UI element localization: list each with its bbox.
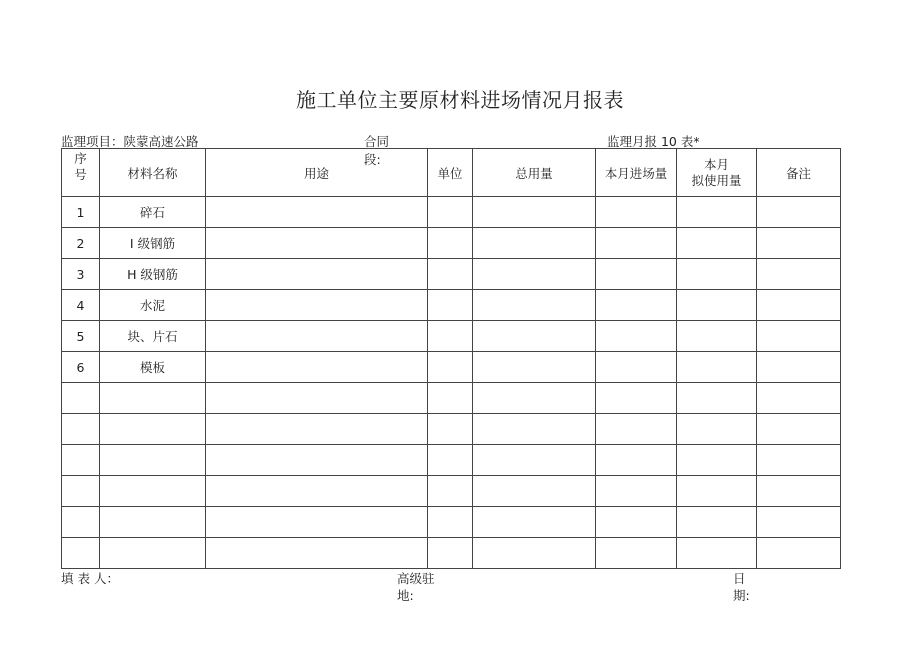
table-row-empty: [62, 445, 841, 476]
row-number: 4: [62, 290, 100, 321]
plan-cell[interactable]: [677, 383, 757, 414]
table-row-empty: [62, 476, 841, 507]
usage-cell[interactable]: [206, 197, 428, 228]
table-row: [62, 352, 841, 383]
month-in-cell[interactable]: [596, 290, 677, 321]
material-name[interactable]: [100, 445, 206, 476]
remark-cell[interactable]: [757, 538, 841, 569]
remark-cell[interactable]: [757, 414, 841, 445]
header-plan-line1: 本月: [703, 156, 729, 172]
header-remark: 备注: [757, 149, 841, 197]
month-in-cell[interactable]: [596, 445, 677, 476]
row-number: 1: [62, 197, 100, 228]
table-row-empty: [62, 507, 841, 538]
plan-cell[interactable]: [677, 290, 757, 321]
usage-cell[interactable]: [206, 259, 428, 290]
usage-cell[interactable]: [206, 321, 428, 352]
remark-cell[interactable]: [757, 228, 841, 259]
total-cell[interactable]: [473, 228, 596, 259]
table-row: [62, 259, 841, 290]
plan-cell[interactable]: [677, 538, 757, 569]
material-name: I 级钢筋: [100, 228, 206, 259]
remark-cell[interactable]: [757, 445, 841, 476]
row-number[interactable]: [62, 445, 100, 476]
header-month-in: 本月进场量: [596, 149, 677, 197]
table-row-empty: [62, 414, 841, 445]
unit-cell[interactable]: [428, 259, 473, 290]
unit-cell[interactable]: [428, 321, 473, 352]
row-number: 6: [62, 352, 100, 383]
plan-cell[interactable]: [677, 445, 757, 476]
plan-cell[interactable]: [677, 414, 757, 445]
header-plan-line2: 拟使用量: [691, 172, 742, 188]
total-cell[interactable]: [473, 352, 596, 383]
plan-cell[interactable]: [677, 228, 757, 259]
material-name[interactable]: [100, 476, 206, 507]
material-name[interactable]: [100, 538, 206, 569]
month-in-cell[interactable]: [596, 476, 677, 507]
material-name[interactable]: [100, 414, 206, 445]
header-total: 总用量: [473, 149, 596, 197]
table-row-empty: [62, 538, 841, 569]
usage-cell[interactable]: [206, 445, 428, 476]
remark-cell[interactable]: [757, 476, 841, 507]
total-cell[interactable]: [473, 197, 596, 228]
material-name[interactable]: [100, 383, 206, 414]
total-cell[interactable]: [473, 414, 596, 445]
total-cell[interactable]: [473, 383, 596, 414]
materials-table: [61, 148, 841, 569]
header-usage: 用途: [206, 149, 428, 197]
table-row: [62, 290, 841, 321]
unit-cell[interactable]: [428, 507, 473, 538]
row-number[interactable]: [62, 476, 100, 507]
month-in-cell[interactable]: [596, 259, 677, 290]
month-in-cell[interactable]: [596, 197, 677, 228]
month-in-cell[interactable]: [596, 538, 677, 569]
usage-cell[interactable]: [206, 352, 428, 383]
usage-cell[interactable]: [206, 507, 428, 538]
unit-cell[interactable]: [428, 290, 473, 321]
remark-cell[interactable]: [757, 507, 841, 538]
table-row: [62, 321, 841, 352]
material-name: 水泥: [100, 290, 206, 321]
remark-cell[interactable]: [757, 197, 841, 228]
plan-cell[interactable]: [677, 476, 757, 507]
header-material: 材料名称: [100, 149, 206, 197]
unit-cell[interactable]: [428, 414, 473, 445]
remark-cell[interactable]: [757, 259, 841, 290]
usage-cell[interactable]: [206, 290, 428, 321]
month-in-cell[interactable]: [596, 414, 677, 445]
usage-cell[interactable]: [206, 476, 428, 507]
unit-cell[interactable]: [428, 538, 473, 569]
report-number: 监理月报 10 表*: [607, 134, 700, 149]
usage-cell[interactable]: [206, 228, 428, 259]
plan-cell[interactable]: [677, 352, 757, 383]
contract-section-label: 段:: [364, 152, 381, 167]
material-name: 碎石: [100, 197, 206, 228]
table-header-row: [62, 149, 841, 197]
unit-cell[interactable]: [428, 445, 473, 476]
office-label-line1: 高级驻: [397, 571, 435, 586]
filler-label: 填 表 人：: [61, 571, 119, 586]
remark-cell[interactable]: [757, 321, 841, 352]
row-number: 5: [62, 321, 100, 352]
row-number[interactable]: [62, 383, 100, 414]
date-label-line1: 日: [733, 571, 746, 586]
unit-cell[interactable]: [428, 476, 473, 507]
header-plan: [677, 149, 757, 197]
month-in-cell[interactable]: [596, 321, 677, 352]
material-name: 块、片石: [100, 321, 206, 352]
usage-cell[interactable]: [206, 538, 428, 569]
table-row: [62, 228, 841, 259]
office-label-line2: 地:: [397, 588, 414, 603]
contract-label-line1: 合同: [364, 134, 390, 149]
usage-cell[interactable]: [206, 414, 428, 445]
month-in-cell[interactable]: [596, 352, 677, 383]
material-name: H 级钢筋: [100, 259, 206, 290]
total-cell[interactable]: [473, 538, 596, 569]
month-in-cell[interactable]: [596, 383, 677, 414]
remark-cell[interactable]: [757, 383, 841, 414]
total-cell[interactable]: [473, 321, 596, 352]
header-seq-line2: 号: [74, 167, 87, 182]
project-label: 监理项目：陕蒙高速公路: [61, 134, 199, 149]
month-in-cell[interactable]: [596, 507, 677, 538]
header-unit: 单位: [428, 149, 473, 197]
date-label-line2: 期:: [733, 588, 750, 603]
unit-cell[interactable]: [428, 352, 473, 383]
plan-cell[interactable]: [677, 507, 757, 538]
remark-cell[interactable]: [757, 352, 841, 383]
header-seq-line1: 序: [74, 151, 87, 166]
row-number[interactable]: [62, 414, 100, 445]
material-name[interactable]: [100, 507, 206, 538]
report-title: 施工单位主要原材料进场情况月报表: [296, 88, 624, 112]
row-number[interactable]: [62, 507, 100, 538]
month-in-cell[interactable]: [596, 228, 677, 259]
unit-cell[interactable]: [428, 197, 473, 228]
table-row: [62, 197, 841, 228]
material-name: 模板: [100, 352, 206, 383]
plan-cell[interactable]: [677, 259, 757, 290]
unit-cell[interactable]: [428, 383, 473, 414]
remark-cell[interactable]: [757, 290, 841, 321]
row-number[interactable]: [62, 538, 100, 569]
usage-cell[interactable]: [206, 383, 428, 414]
unit-cell[interactable]: [428, 228, 473, 259]
row-number: 3: [62, 259, 100, 290]
total-cell[interactable]: [473, 290, 596, 321]
plan-cell[interactable]: [677, 197, 757, 228]
total-cell[interactable]: [473, 259, 596, 290]
header-seq: [62, 149, 100, 197]
total-cell[interactable]: [473, 445, 596, 476]
total-cell[interactable]: [473, 476, 596, 507]
row-number: 2: [62, 228, 100, 259]
plan-cell[interactable]: [677, 321, 757, 352]
total-cell[interactable]: [473, 507, 596, 538]
table-row-empty: [62, 383, 841, 414]
